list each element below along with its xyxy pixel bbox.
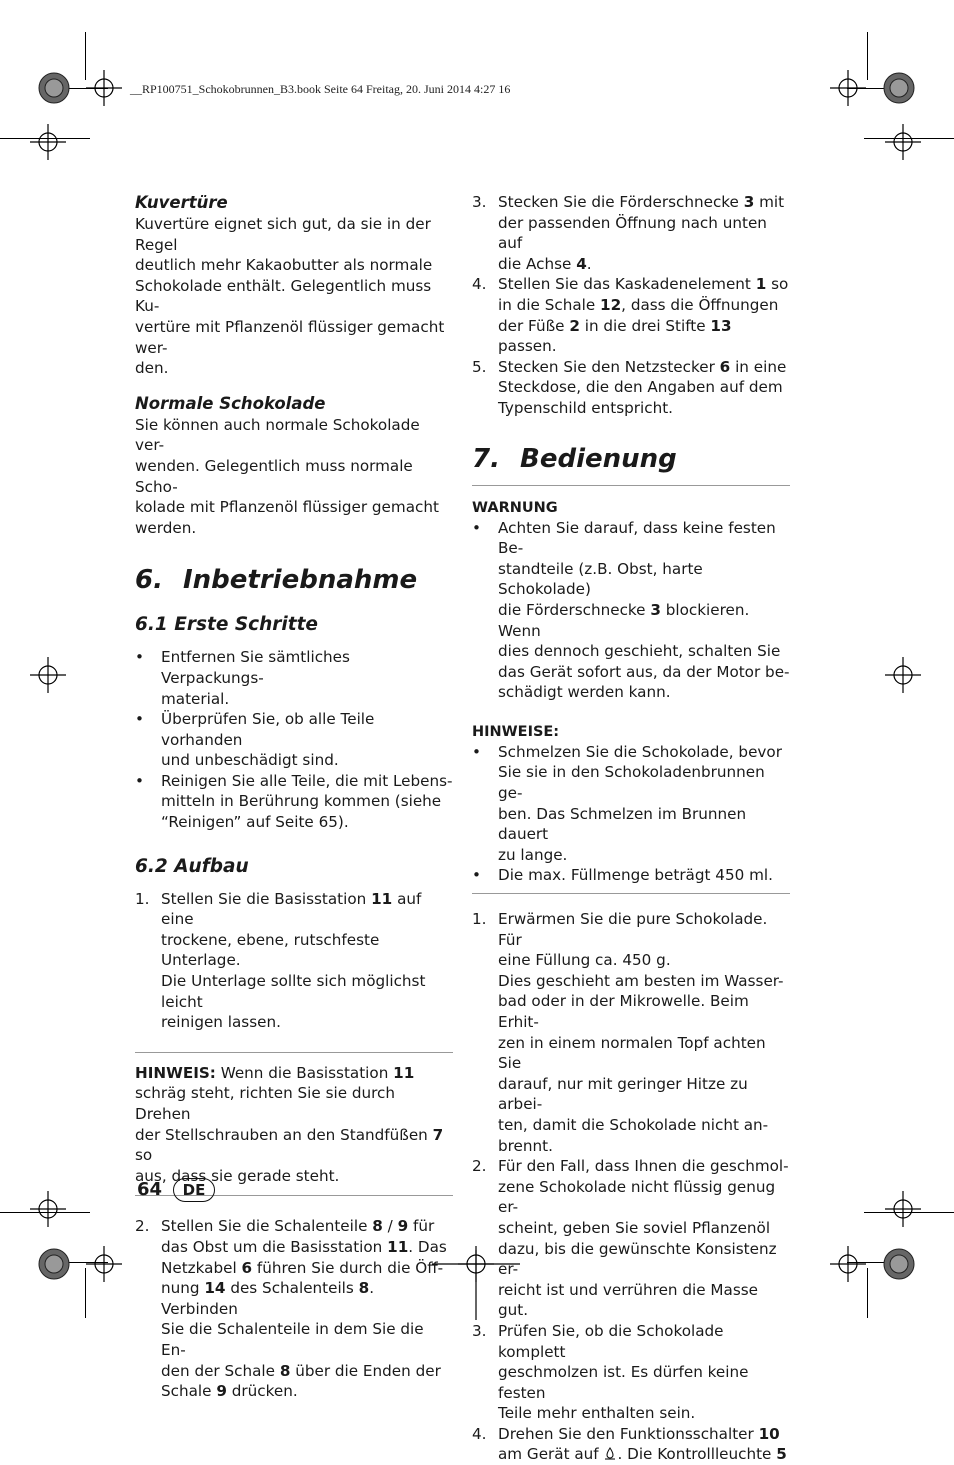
text-line: der Füße 2 in die drei Stifte 13 passen. [498, 316, 732, 356]
text-line: den. [135, 359, 169, 378]
list-item [135, 889, 453, 1033]
text-line: zen in einem normalen Topf achten Sie [498, 1033, 766, 1073]
text-line: Stellen Sie die Schalenteile 8 / 9 für [161, 1217, 435, 1236]
text-line: geschmolzen ist. Es dürfen keine festen [498, 1363, 749, 1402]
text-line: Netzkabel 6 führen Sie durch die Öff- [161, 1258, 444, 1277]
text-line: dazu, bis die gewünschte Konsistenz er- [498, 1239, 777, 1279]
page-number: 64 [137, 1179, 163, 1200]
text-line: Erwärmen Sie die pure Schokolade. Für [498, 910, 768, 949]
note-box [135, 1063, 453, 1187]
text-line: reinigen lassen. [161, 1013, 281, 1032]
text-line: ten, damit die Schokolade nicht an- [498, 1115, 769, 1134]
text-line: Sie die Schalenteile in dem Sie die En- [161, 1320, 424, 1359]
step-number: 4. [472, 275, 487, 294]
normal-chocolate-paragraph [135, 415, 453, 539]
text-line: zene Schokolade nicht flüssig genug er- [498, 1177, 776, 1217]
text-line: am Gerät auf . Die Kontrollleuchte 5 [498, 1445, 787, 1464]
text-line: in die Schale 12, dass die Öffnungen [498, 295, 779, 314]
text-line: Sie können auch normale Schokolade ver- [135, 415, 420, 455]
list-item [135, 1216, 453, 1401]
divider [135, 1052, 453, 1053]
list-item: • Reinigen Sie alle Teile, die mit Lebens- mitteln in Berührung kommen (siehe “Reinigen” auf Seite 65). [135, 771, 453, 832]
step-number: 4. [472, 1424, 487, 1443]
text-line: der Stellschrauben an den Standfüßen 7 so [135, 1125, 444, 1165]
list-item [472, 909, 790, 1156]
right-column [472, 192, 790, 1465]
section-number: 6. [135, 565, 163, 596]
text-line: werden. [135, 518, 197, 537]
text-line: schädigt werden kann. [498, 683, 671, 702]
print-file-header: __RP100751_Schokobrunnen_B3.book Seite 64 Freitag, 20. Juni 2014 4:27 16 [130, 82, 511, 96]
text-line: die Achse 4. [498, 254, 592, 273]
text-line: scheint, geben Sie soviel Pflanzenöl [498, 1218, 771, 1237]
step-number: 3. [472, 1321, 487, 1340]
text-line: die Förderschnecke 3 blockieren. Wenn [498, 600, 750, 640]
text-line: Entfernen Sie sämtliches Verpackungs- [161, 648, 350, 687]
text-line: das Obst um die Basisstation 11. Das [161, 1237, 447, 1256]
text-line: der passenden Öffnung nach unten auf [498, 213, 767, 253]
text-line: bad oder in der Mikrowelle. Beim Erhit- [498, 992, 749, 1031]
list-item [472, 1156, 790, 1321]
text-line: nung 14 des Schalenteils 8. Verbinden [161, 1279, 375, 1318]
text-line: Prüfen Sie, ob die Schokolade komplett [498, 1321, 724, 1361]
list-item [472, 357, 790, 419]
text-line: Stecken Sie die Förderschnecke 3 mit [498, 193, 785, 211]
section-6-heading [135, 564, 453, 596]
section-title: Inbetriebnahme [183, 565, 418, 596]
text-line: material. [161, 689, 230, 708]
kuvertuere-heading: Kuvertüre [135, 193, 228, 212]
list-item [472, 192, 790, 274]
text-line: HINWEIS: Wenn die Basisstation 11 [135, 1063, 415, 1082]
text-line: Dies geschieht am besten im Wasser- [498, 971, 784, 990]
list-item: • Achten Sie darauf, dass keine festen Be- standteile (z.B. Obst, harte Schokolade) die Förderschnecke 3 blockieren. Wenn dies dennoch geschieht, schalten Sie das Gerät sofort aus, da der Motor be- schädigt werden kann. [472, 518, 790, 702]
text-line: Schokolade enthält. Gelegentlich muss Ku- [135, 276, 432, 316]
text-line: standteile (z.B. Obst, harte Schokolade) [498, 559, 703, 599]
text-line: ben. Das Schmelzen im Brunnen dauert [498, 804, 747, 844]
text-line: Die max. Füllmenge beträgt 450 ml. [498, 866, 773, 885]
text-line: dies dennoch geschieht, schalten Sie [498, 642, 781, 661]
language-badge: DE [173, 1178, 215, 1202]
hints-label: HINWEISE: [472, 723, 560, 740]
text-line: schräg steht, richten Sie sie durch Drehen [135, 1084, 396, 1123]
text-line: brennt. [498, 1136, 553, 1155]
left-column [135, 192, 453, 1402]
text-line: Die Unterlage sollte sich möglichst leicht [161, 972, 426, 1011]
text-line: Typenschild entspricht. [498, 398, 674, 417]
step-number: 2. [135, 1217, 150, 1236]
step-number: 1. [135, 889, 150, 908]
list-item: • Schmelzen Sie die Schokolade, bevor Sie sie in den Schokoladenbrunnen ge- ben. Das Schmelzen im Brunnen dauert zu lange. [472, 742, 790, 866]
step-number: 1. [472, 910, 487, 929]
text-line: Schmelzen Sie die Schokolade, bevor [498, 742, 782, 761]
list-item: • Überprüfen Sie, ob alle Teile vorhanden und unbeschädigt sind. [135, 709, 453, 771]
text-line: kolade mit Pflanzenöl flüssiger gemacht [135, 498, 439, 517]
text-line: “Reinigen” auf Seite 65). [161, 813, 349, 832]
normal-chocolate-heading: Normale Schokolade [135, 393, 326, 413]
text-line: Achten Sie darauf, dass keine festen Be- [498, 518, 776, 558]
text-line: darauf, nur mit geringer Hitze zu arbei- [498, 1074, 748, 1114]
text-line: mitteln in Berührung kommen (siehe [161, 792, 442, 811]
step-number: 3. [472, 193, 487, 211]
step-number: 2. [472, 1157, 487, 1176]
text-line: trockene, ebene, rutschfeste Unterlage. [161, 930, 380, 970]
list-item: • Entfernen Sie sämtliches Verpackungs- material. [135, 647, 453, 709]
text-line: Überprüfen Sie, ob alle Teile vorhanden [161, 710, 375, 749]
list-item [472, 274, 790, 356]
chocolate-melt-icon [603, 1447, 617, 1461]
text-line: Kuvertüre eignet sich gut, da sie in der Regel [135, 215, 431, 254]
text-line: zu lange. [498, 845, 568, 864]
subsection-6-1-heading: 6.1 Erste Schritte [135, 614, 318, 636]
first-steps-list [135, 647, 453, 832]
text-line: und unbeschädigt sind. [161, 751, 339, 770]
section-number: 7. [472, 443, 500, 474]
text-line: wenden. Gelegentlich muss normale Scho- [135, 456, 413, 496]
text-line: den der Schale 8 über die Enden der [161, 1361, 441, 1380]
text-line: Drehen Sie den Funktionsschalter 10 [498, 1424, 780, 1443]
kuvertuere-paragraph [135, 214, 453, 379]
text-line: Stecken Sie den Netzstecker 6 in eine [498, 357, 787, 376]
step-number: 5. [472, 357, 487, 376]
text-line: Stellen Sie das Kaskadenelement 1 so [498, 275, 789, 294]
text-line: Für den Fall, dass Ihnen die geschmol- [498, 1157, 789, 1176]
text-line: vertüre mit Pflanzenöl flüssiger gemacht wer- [135, 317, 445, 357]
list-item [472, 1424, 790, 1465]
section-7-heading [472, 443, 790, 475]
text-line: aus, dass sie gerade steht. [135, 1166, 340, 1185]
text-line: Teile mehr enthalten sein. [498, 1404, 696, 1423]
text-line: Reinigen Sie alle Teile, die mit Lebens- [161, 771, 453, 790]
text-line: reicht ist und verrühren die Masse gut. [498, 1280, 758, 1320]
divider [472, 893, 790, 894]
section-title: Bedienung [520, 443, 677, 474]
text-line: eine Füllung ca. 450 g. [498, 951, 671, 970]
warning-label: WARNUNG [472, 499, 558, 516]
subsection-6-2-heading: 6.2 Aufbau [135, 855, 249, 877]
text-line: Schale 9 drücken. [161, 1382, 298, 1401]
text-line: deutlich mehr Kakaobutter als normale [135, 256, 433, 275]
divider [472, 485, 790, 486]
text-line: Sie sie in den Schokoladenbrunnen ge- [498, 763, 765, 803]
list-item: • Die max. Füllmenge beträgt 450 ml. [472, 865, 790, 886]
text-line: Steckdose, die den Angaben auf dem [498, 378, 783, 397]
list-item [472, 1321, 790, 1424]
text-line: Stellen Sie die Basisstation 11 auf eine [161, 889, 422, 929]
text-line: das Gerät sofort aus, da der Motor be- [498, 662, 790, 681]
